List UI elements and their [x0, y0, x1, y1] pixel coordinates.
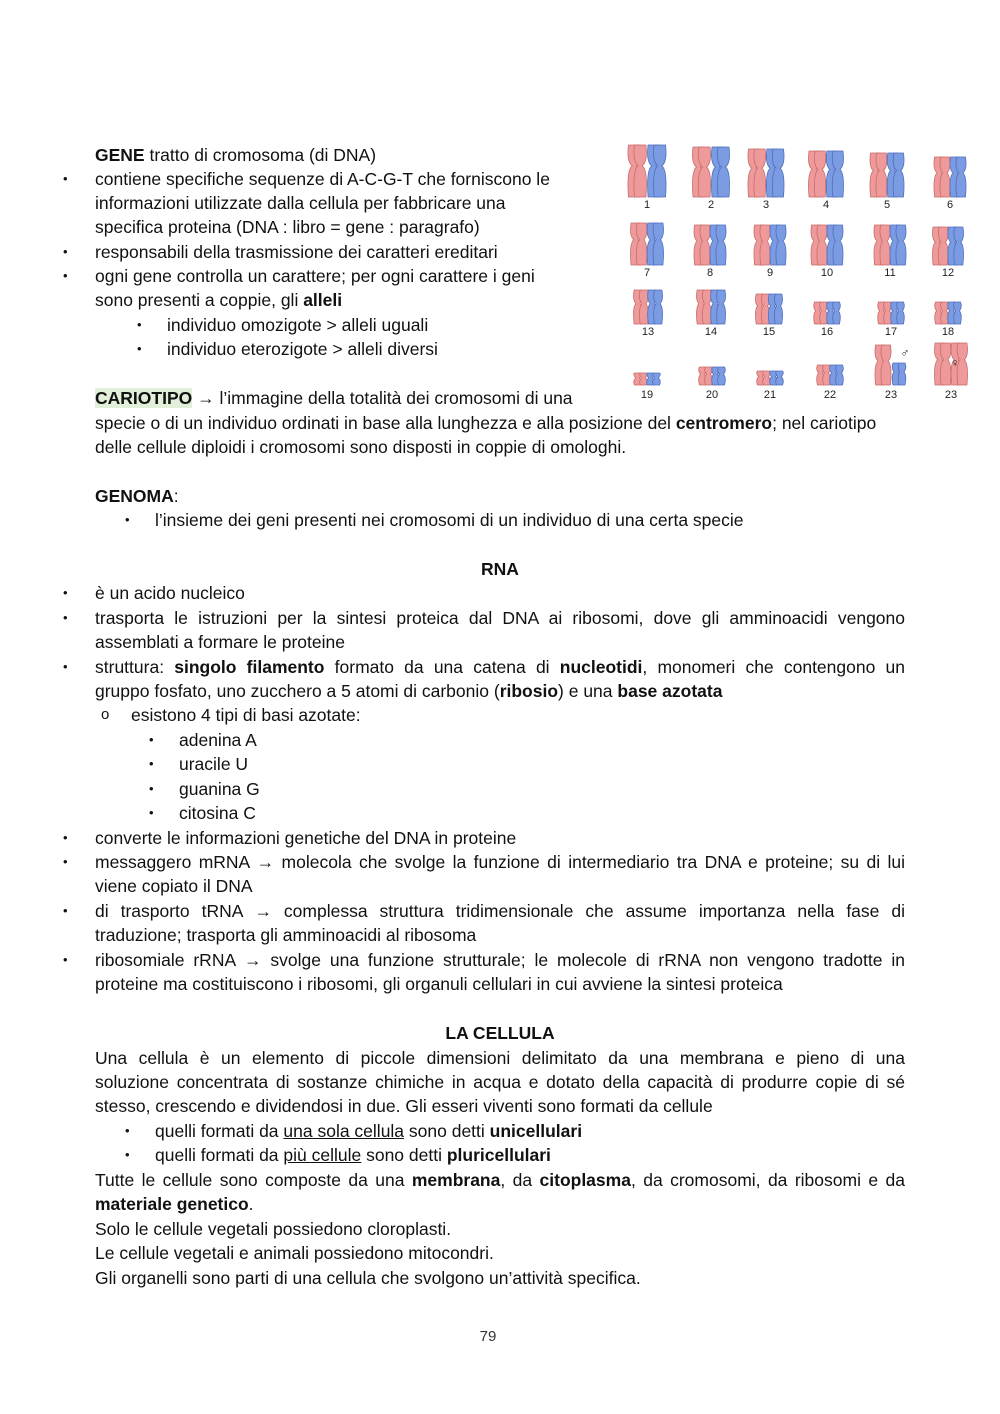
- genoma-bullet-1: l’insieme dei geni presenti nei cromosomi di un individuo di una certa specie: [155, 510, 744, 530]
- chromosome-label: 10: [820, 267, 834, 279]
- male-symbol: ♂: [900, 346, 910, 360]
- chromosome-label: 16: [820, 326, 834, 338]
- cellula-p2-line-1: Tutte le cellule sono composte da una membrana, da citoplasma, da cromosomi, da ribosomi e da: [95, 1170, 905, 1190]
- bullet: •: [63, 952, 68, 967]
- genoma-heading: GENOMA:: [95, 486, 179, 506]
- chromosome: [817, 225, 827, 265]
- chromosome: [833, 225, 843, 265]
- chromosome-label: 12: [941, 267, 955, 279]
- bullet: •: [63, 830, 68, 845]
- chromosome: [654, 290, 663, 324]
- chromosome: [653, 373, 661, 385]
- chromosome: [884, 302, 892, 324]
- cariotipo-line-2: specie o di un individuo ordinati in base alla lunghezza e alla posizione del centromero; nel cariotipo: [95, 413, 877, 433]
- chromosome-label: 7: [643, 267, 651, 279]
- chromosome: [639, 290, 648, 324]
- rna-bullet-2-line-1: trasporta le istruzioni per la sintesi proteica dal DNA ai ribosomi, dove gli amminoacidi vengono: [95, 608, 905, 628]
- bullet: •: [125, 512, 130, 527]
- cellula-title: LA CELLULA: [445, 1023, 555, 1043]
- chromosome: [716, 225, 726, 265]
- chromosome: [956, 157, 966, 197]
- chromosome: [896, 225, 906, 265]
- chromosome: [653, 223, 663, 265]
- chromosome-label: 19: [640, 389, 654, 401]
- chromosome-label: 20: [705, 389, 719, 401]
- rna-sub-bullet: esistono 4 tipi di basi azotate:: [131, 705, 361, 725]
- gene-sub-bullet-1: individuo omozigote > alleli uguali: [167, 315, 429, 335]
- chromosome-label: 2: [707, 199, 715, 211]
- chromosome-label: 22: [823, 389, 837, 401]
- chromosome: [702, 290, 711, 324]
- bullet: •: [63, 610, 68, 625]
- karyotype-figure: [615, 140, 985, 405]
- chromosome: [760, 225, 770, 265]
- bullet: •: [137, 317, 142, 332]
- chromosome-label: 21: [763, 389, 777, 401]
- rna-bullet-7-line-1: ribosomiale rRNA → svolge una funzione strutturale; le molecole di rRNA non vengono tradotte in: [95, 950, 905, 970]
- chromosome: [700, 225, 710, 265]
- gene-bullet-3-line-1: ogni gene controlla un carattere; per ogni carattere i geni: [95, 266, 535, 286]
- chromosome-label: 5: [883, 199, 891, 211]
- chromosome: [833, 302, 841, 324]
- female-symbol: ♀: [950, 356, 960, 370]
- gene-heading: GENE tratto di cromosoma (di DNA): [95, 145, 377, 165]
- cellula-p2-line-2: materiale genetico.: [95, 1194, 254, 1214]
- base-item: guanina G: [179, 779, 260, 799]
- chromosome: [836, 365, 844, 385]
- bullet: •: [63, 244, 68, 259]
- gene-bullet-1-line-2: informazioni utilizzate dalla cellula per fabbricare una: [95, 193, 506, 213]
- rna-bullet-1: è un acido nucleico: [95, 583, 245, 603]
- chromosome: [717, 290, 726, 324]
- chromosome: [718, 367, 726, 385]
- base-item: adenina A: [179, 730, 257, 750]
- cellula-p1-line-3: stesso, crescendo e dividendosi in due. Gli esseri viventi sono formati da cellule: [95, 1096, 713, 1116]
- chromosome: [823, 365, 831, 385]
- chromosome: [776, 371, 784, 385]
- chromosome: [832, 151, 843, 197]
- rna-bullet-4: converte le informazioni genetiche del DNA in proteine: [95, 828, 517, 848]
- bullet: •: [63, 659, 68, 674]
- rna-bullet-6-line-2: traduzione; trasporta gli amminoacidi al ribosoma: [95, 925, 477, 945]
- cellula-p4: Le cellule vegetali e animali possiedono mitocondri.: [95, 1243, 494, 1263]
- chromosome-label: 4: [822, 199, 830, 211]
- chromosome: [940, 343, 950, 385]
- chromosome: [897, 302, 905, 324]
- chromosome-label: 3: [762, 199, 770, 211]
- gene-bullet-1-line-3: specifica proteina (DNA : libro = gene : paragrafo): [95, 217, 480, 237]
- cellula-p3: Solo le cellule vegetali possiedono cloroplasti.: [95, 1219, 452, 1239]
- chromosome: [772, 149, 784, 197]
- chromosome: [938, 227, 948, 265]
- chromosome: [634, 145, 646, 197]
- page-number: 79: [479, 1328, 497, 1345]
- bullet: •: [149, 805, 154, 820]
- chromosome: [898, 363, 906, 385]
- chromosome-label: 9: [766, 267, 774, 279]
- chromosome: [941, 302, 949, 324]
- chromosome-label: 23: [884, 389, 898, 401]
- chromosome: [814, 151, 825, 197]
- rna-title: RNA: [481, 559, 519, 579]
- cellula-p1-line-1: Una cellula è un elemento di piccole dimensioni delimitato da una membrana e pieno di una: [95, 1048, 905, 1068]
- chromosome: [774, 294, 782, 324]
- bullet: •: [149, 756, 154, 771]
- chromosome-label: 14: [704, 326, 718, 338]
- cellula-p1-line-2: soluzione concentrata di sostanze chimiche in acqua e dotato della capacità di produrre copie di sé: [95, 1072, 905, 1092]
- rna-bullet-2-line-2: assemblati a formare le proteine: [95, 632, 345, 652]
- bullet: •: [125, 1123, 130, 1138]
- bullet: •: [137, 341, 142, 356]
- cariotipo-line-1: CARIOTIPO → l’immagine della totalità dei cromosomi di una: [95, 388, 573, 408]
- base-item: citosina C: [179, 803, 256, 823]
- chromosome-label: 11: [884, 267, 896, 279]
- chromosome: [640, 373, 648, 385]
- chromosome: [876, 153, 887, 197]
- gene-sub-bullet-2: individuo eterozigote > alleli diversi: [167, 339, 438, 359]
- cariotipo-term: CARIOTIPO: [95, 388, 193, 408]
- chromosome: [654, 145, 666, 197]
- bullet: •: [149, 781, 154, 796]
- rna-bullet-5-line-1: messaggero mRNA → molecola che svolge la funzione di intermediario tra DNA e proteine; su di lui: [95, 852, 905, 872]
- chromosome: [776, 225, 786, 265]
- rna-bullet-3-line-2: gruppo fosfato, uno zucchero a 5 atomi di carbonio (ribosio) e una base azotata: [95, 681, 723, 701]
- chromosome-label: 13: [641, 326, 655, 338]
- chromosome: [880, 225, 890, 265]
- cariotipo-line-3: delle cellule diploidi i cromosomi sono disposti in coppie di omologhi.: [95, 437, 627, 457]
- chromosome: [954, 302, 962, 324]
- o-marker: o: [101, 706, 110, 723]
- chromosome: [820, 302, 828, 324]
- bullet: •: [63, 585, 68, 600]
- cellula-sub-2: quelli formati da più cellule sono detti pluricellulari: [155, 1145, 551, 1165]
- base-item: uracile U: [179, 754, 249, 774]
- gene-bullet-2: responsabili della trasmissione dei caratteri ereditari: [95, 242, 498, 262]
- rna-bullet-5-line-2: viene copiato il DNA: [95, 876, 253, 896]
- rna-bullet-6-line-1: di trasporto tRNA → complessa struttura tridimensionale che assume importanza nella fase di: [95, 901, 905, 921]
- bullet: •: [63, 854, 68, 869]
- chromosome-label: 6: [946, 199, 954, 211]
- rna-bullet-3-line-1: struttura: singolo filamento formato da una catena di nucleotidi, monomeri che contengono un: [95, 657, 905, 677]
- chromosome: [717, 147, 729, 197]
- chromosome: [954, 227, 964, 265]
- rna-bullet-7-line-2: proteine ma costituiscono i ribosomi, gli organuli cellulari in cui avviene la sintesi proteica: [95, 974, 783, 994]
- gene-bullet-3-line-2: sono presenti a coppie, gli alleli: [95, 290, 343, 310]
- chromosome: [763, 371, 771, 385]
- bullet: •: [149, 732, 154, 747]
- chromosome-label: 8: [706, 267, 714, 279]
- cellula-p5: Gli organelli sono parti di una cellula che svolgono un’attività specifica.: [95, 1268, 641, 1288]
- chromosome-label: 23: [944, 389, 958, 401]
- bullet: •: [63, 171, 68, 186]
- chromosome: [940, 157, 950, 197]
- gene-bullet-1-line-1: contiene specifiche sequenze di A-C-G-T che forniscono le: [95, 169, 550, 189]
- cellula-sub-1: quelli formati da una sola cellula sono detti unicellulari: [155, 1121, 583, 1141]
- chromosome: [698, 147, 710, 197]
- gene-title: GENE: [95, 145, 145, 165]
- chromosome-label: 17: [884, 326, 898, 338]
- chromosome-label: 18: [941, 326, 955, 338]
- chromosome: [705, 367, 713, 385]
- chromosome: [881, 345, 891, 385]
- chromosome: [636, 223, 646, 265]
- chromosome: [893, 153, 904, 197]
- chromosome: [754, 149, 766, 197]
- chromosome-label: 15: [762, 326, 776, 338]
- bullet: •: [63, 903, 68, 918]
- bullet: •: [125, 1147, 130, 1162]
- bullet: •: [63, 268, 68, 283]
- chromosome-label: 1: [643, 199, 651, 211]
